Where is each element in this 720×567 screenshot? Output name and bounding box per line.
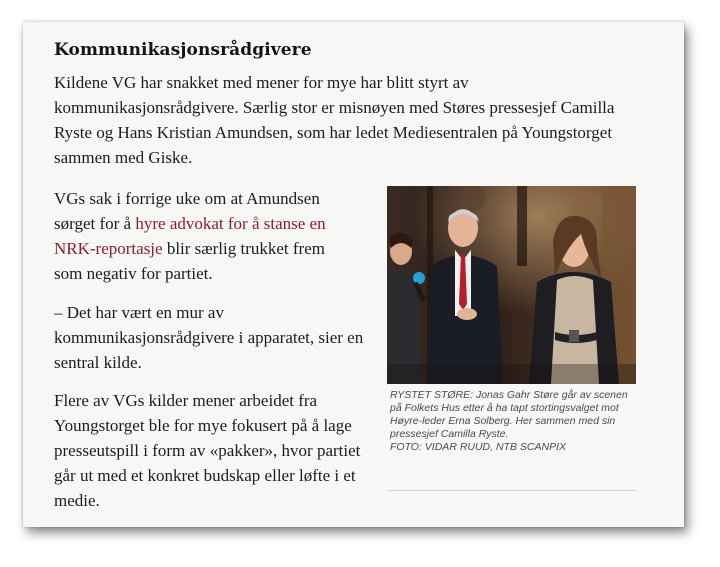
paragraph-packages: Flere av VGs kilder mener arbeidet fra Youngstorget ble for mye fokusert på å lage presseutspill i form av «pakker», hvor partiet går ut med et konkret budskap eller løfte i et medie. <box>54 391 361 510</box>
news-photo <box>387 186 636 384</box>
lawyer-article-link[interactable]: hyre advokat for å stanse en NRK-reportasje <box>54 214 326 258</box>
paragraph-lawyer-start: VGs sak i forrige uke om at Amundsen sørget for å <box>54 189 320 233</box>
caption-divider <box>387 490 636 491</box>
photo-credit: FOTO: VIDAR RUUD, NTB SCANPIX <box>390 441 566 453</box>
caption-text: RYSTET STØRE: Jonas Gahr Støre går av scenen på Folkets Hus etter å ha tapt stortingsvalget mot Høyre-leder Erna Solberg. Her sammen med sin pressesjef Camilla Ryste. <box>390 389 628 440</box>
photo-caption <box>390 389 636 454</box>
quote-paragraph: – Det har vært en mur av kommunikasjonsrådgivere i apparatet, sier en sentral kilde. <box>54 303 364 372</box>
paragraph-lawyer-end: blir særlig trukket frem som negativ for partiet. <box>54 239 325 283</box>
intro-paragraph: Kildene VG har snakket med mener for mye har blitt styrt av kommunikasjonsrådgivere. Særlig stor er misnøyen med Støres pressesjef Camilla Ryste og Hans Kristian Amundsen, som har ledet Mediesentralen på Youngstorget sammen med Giske. <box>54 73 615 167</box>
paragraph-lawyer <box>54 186 354 286</box>
section-heading: Kommunikasjonsrådgivere <box>54 40 312 60</box>
article-card <box>23 22 684 527</box>
